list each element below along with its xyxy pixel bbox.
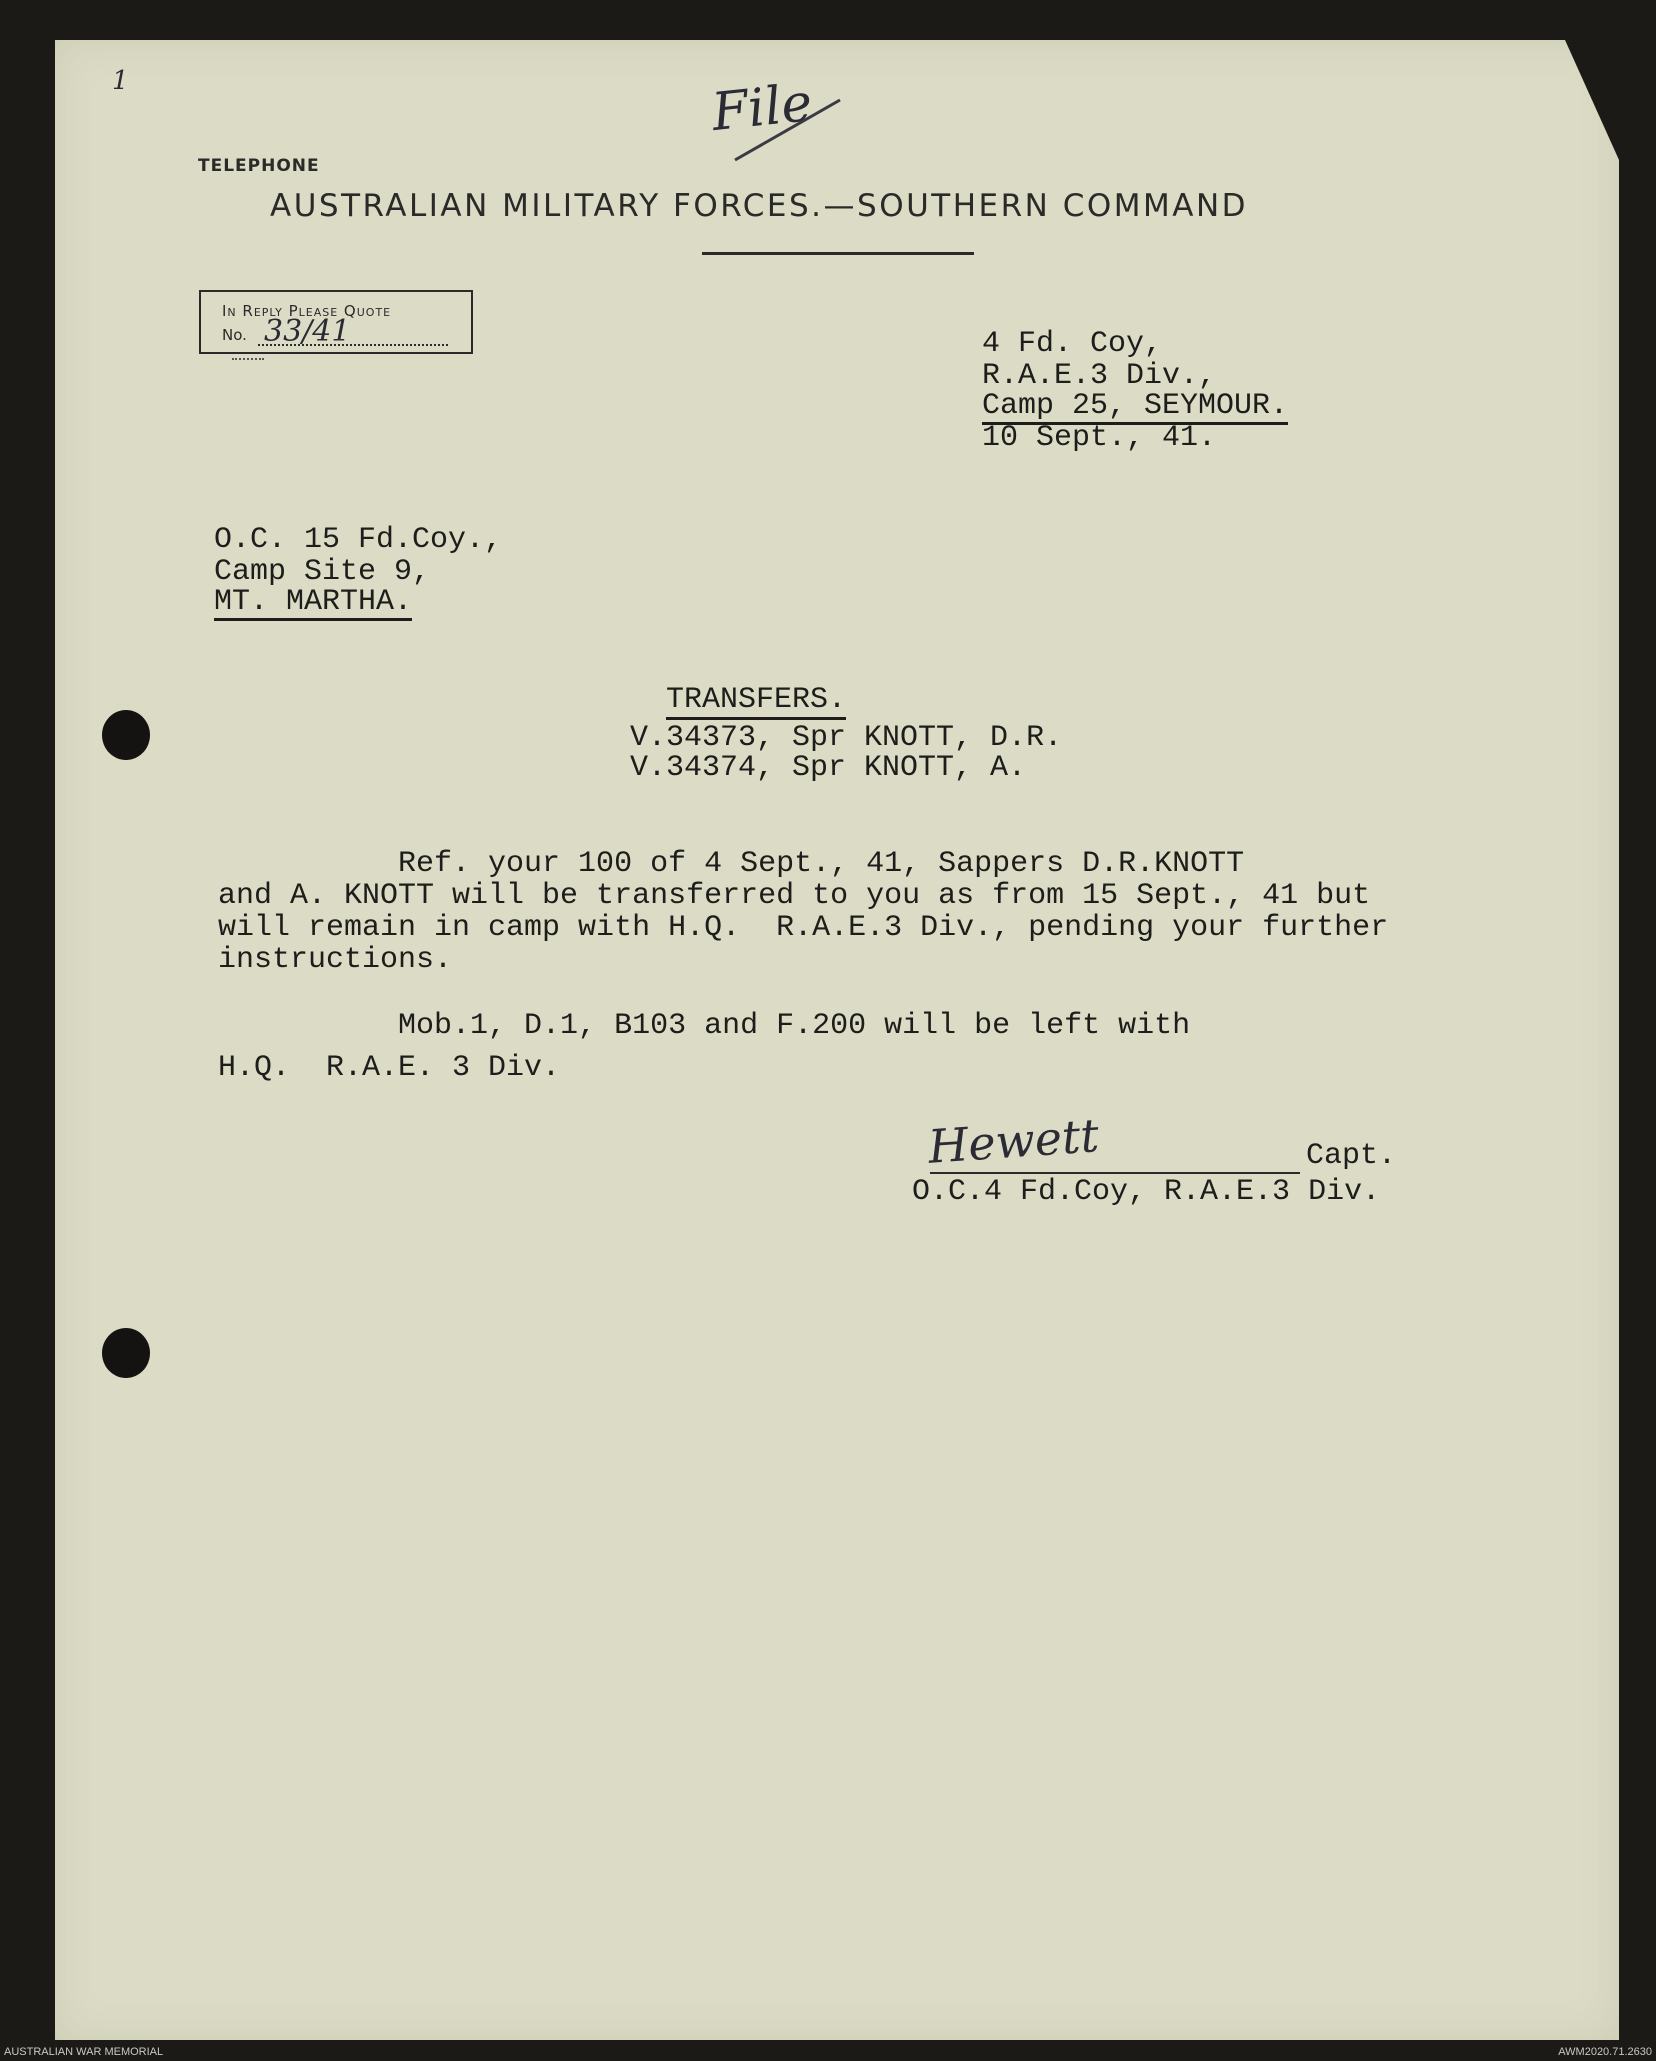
- punch-hole-top: [102, 710, 150, 760]
- page-mark: 1: [112, 66, 129, 96]
- sender-date: 10 Sept., 41.: [982, 421, 1217, 455]
- reply-number: 33/41: [264, 314, 351, 349]
- sender-address-line-3: Camp 25, SEYMOUR.: [982, 389, 1289, 423]
- recipient-line-3: MT. MARTHA.: [214, 585, 413, 619]
- recipient-line-1: O.C. 15 Fd.Coy.,: [214, 523, 503, 557]
- signature-appointment: O.C.4 Fd.Coy, R.A.E.3 Div.: [912, 1175, 1381, 1209]
- letterhead-rule: [702, 252, 974, 255]
- recipient-line-2: Camp Site 9,: [214, 555, 431, 589]
- sender-address-line-2: R.A.E.3 Div.,: [982, 359, 1217, 393]
- paragraph-1-line-1: Ref. your 100 of 4 Sept., 41, Sappers D.R.KNOTT: [218, 847, 1245, 881]
- personnel-line-1: V.34373, Spr KNOTT, D.R.: [630, 721, 1063, 755]
- file-annotation-stroke: [730, 90, 850, 170]
- signature: Hewett: [926, 1108, 1101, 1174]
- signature-rank: Capt.: [1306, 1139, 1397, 1173]
- file-annotation: File: [709, 72, 815, 144]
- signature-line: [930, 1172, 1300, 1174]
- telephone-label: TELEPHONE: [198, 156, 320, 176]
- footer-right: AWM2020.71.2630: [1558, 2046, 1652, 2058]
- footer-left: AUSTRALIAN WAR MEMORIAL: [4, 2046, 164, 2058]
- paragraph-1-line-3: will remain in camp with H.Q. R.A.E.3 Div., pending your further: [218, 911, 1389, 945]
- paragraph-2-line-2: H.Q. R.A.E. 3 Div.: [218, 1051, 561, 1085]
- subject-text: TRANSFERS.: [666, 683, 846, 720]
- letterhead-title: AUSTRALIAN MILITARY FORCES.—SOUTHERN COMMAND: [270, 188, 1249, 224]
- sender-address-line-1: 4 Fd. Coy,: [982, 327, 1163, 361]
- personnel-line-2: V.34374, Spr KNOTT, A.: [630, 751, 1027, 785]
- paragraph-1-line-4: instructions.: [218, 943, 453, 977]
- paragraph-1-line-2: and A. KNOTT will be transferred to you as from 15 Sept., 41 but: [218, 879, 1371, 913]
- paragraph-2-line-1: Mob.1, D.1, B103 and F.200 will be left with: [218, 1009, 1191, 1043]
- subject-heading: [630, 652, 846, 716]
- punch-hole-bottom: [102, 1328, 150, 1378]
- reply-number-label: No.: [222, 326, 247, 344]
- reply-box-dots: [232, 358, 264, 360]
- reply-quote-label: In Reply Please Quote: [222, 302, 392, 320]
